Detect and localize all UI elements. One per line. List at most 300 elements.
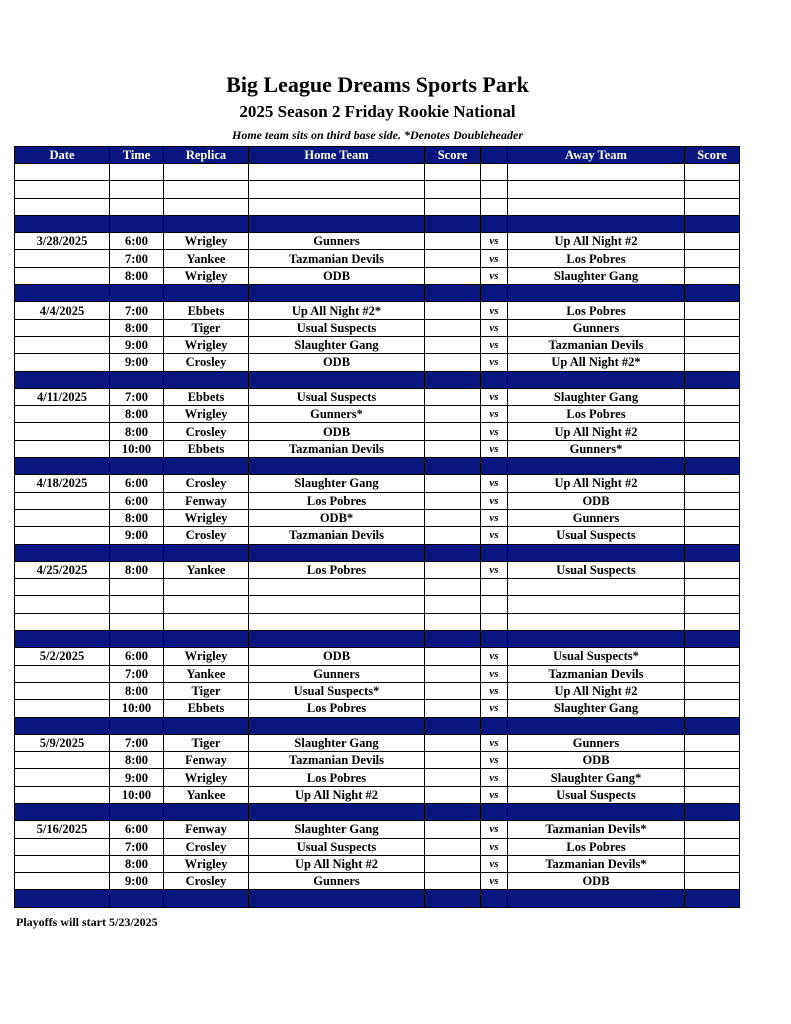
home-score-cell [425,250,481,267]
separator-cell [249,803,425,820]
home-score-cell [425,561,481,578]
home-team-cell [249,613,425,630]
home-team-cell: Gunners* [249,406,425,423]
separator-cell [164,890,249,907]
game-row [15,354,740,371]
home-team-cell [249,596,425,613]
game-row [15,648,740,665]
vs-cell: vs [481,319,508,336]
separator-cell [110,544,164,561]
home-score-cell [425,786,481,803]
separator-cell [164,631,249,648]
page-title: Big League Dreams Sports Park [226,72,529,97]
vs-cell: vs [481,665,508,682]
separator-cell [110,803,164,820]
separator-cell [110,631,164,648]
time-cell: 7:00 [110,388,164,405]
date-cell [15,596,110,613]
away-score-cell [685,198,740,215]
home-score-cell [425,267,481,284]
game-row [15,164,740,181]
game-row [15,769,740,786]
home-team-cell: Los Pobres [249,769,425,786]
away-team-cell: Usual Suspects [508,527,685,544]
away-team-cell: Usual Suspects [508,561,685,578]
date-cell: 5/16/2025 [15,821,110,838]
vs-cell: vs [481,682,508,699]
game-row [15,181,740,198]
vs-cell [481,579,508,596]
date-cell [15,509,110,526]
time-cell: 8:00 [110,423,164,440]
home-score-cell [425,838,481,855]
game-row [15,855,740,872]
vs-cell: vs [481,509,508,526]
col-time: Time [110,147,164,164]
separator-cell [508,458,685,475]
date-cell [15,665,110,682]
time-cell: 7:00 [110,250,164,267]
home-score-cell [425,613,481,630]
date-cell [15,423,110,440]
separator-cell [508,631,685,648]
separator-cell [164,544,249,561]
away-score-cell [685,752,740,769]
home-team-cell: Slaughter Gang [249,336,425,353]
separator-cell [110,285,164,302]
away-score-cell [685,700,740,717]
away-score-cell [685,665,740,682]
vs-cell [481,596,508,613]
separator-cell [425,371,481,388]
replica-cell [164,613,249,630]
home-score-cell [425,354,481,371]
separator-cell [425,890,481,907]
away-score-cell [685,596,740,613]
time-cell: 7:00 [110,734,164,751]
replica-cell: Crosley [164,423,249,440]
away-team-cell: Los Pobres [508,406,685,423]
away-team-cell [508,596,685,613]
vs-cell: vs [481,561,508,578]
time-cell [110,613,164,630]
replica-cell: Tiger [164,682,249,699]
home-team-cell: Gunners [249,233,425,250]
separator-cell [249,544,425,561]
vs-cell: vs [481,786,508,803]
home-team-cell: Up All Night #2* [249,302,425,319]
separator-cell [685,890,740,907]
away-score-cell [685,648,740,665]
away-team-cell: Gunners [508,319,685,336]
separator-cell [15,371,110,388]
away-team-cell: Up All Night #2 [508,475,685,492]
away-team-cell: Gunners [508,734,685,751]
home-team-cell [249,579,425,596]
home-score-cell [425,579,481,596]
week-separator [15,890,740,907]
week-separator [15,285,740,302]
col-vs [481,147,508,164]
time-cell: 10:00 [110,700,164,717]
vs-cell: vs [481,423,508,440]
home-score-cell [425,198,481,215]
away-score-cell [685,838,740,855]
replica-cell: Fenway [164,821,249,838]
vs-cell: vs [481,250,508,267]
home-team-cell: ODB [249,267,425,284]
home-score-cell [425,509,481,526]
game-row [15,440,740,457]
time-cell: 8:00 [110,406,164,423]
replica-cell [164,596,249,613]
away-team-cell [508,198,685,215]
away-team-cell: Up All Night #2 [508,233,685,250]
home-team-cell: Tazmanian Devils [249,440,425,457]
away-score-cell [685,181,740,198]
separator-cell [481,458,508,475]
date-cell [15,682,110,699]
game-row [15,786,740,803]
vs-cell [481,198,508,215]
away-team-cell: Usual Suspects [508,786,685,803]
vs-cell: vs [481,648,508,665]
separator-cell [425,544,481,561]
home-score-cell [425,181,481,198]
game-row [15,250,740,267]
home-team-cell [249,181,425,198]
date-cell: 5/2/2025 [15,648,110,665]
away-score-cell [685,682,740,699]
home-score-cell [425,475,481,492]
away-score-cell [685,769,740,786]
home-score-cell [425,855,481,872]
home-score-cell [425,734,481,751]
replica-cell: Wrigley [164,855,249,872]
away-team-cell: Los Pobres [508,838,685,855]
away-score-cell [685,267,740,284]
date-cell [15,181,110,198]
time-cell: 8:00 [110,561,164,578]
away-score-cell [685,492,740,509]
col-date: Date [15,147,110,164]
home-score-cell [425,406,481,423]
col-replica: Replica [164,147,249,164]
home-team-cell: Usual Suspects [249,388,425,405]
time-cell: 6:00 [110,821,164,838]
home-score-cell [425,752,481,769]
vs-cell: vs [481,527,508,544]
game-row [15,596,740,613]
date-cell: 4/11/2025 [15,388,110,405]
replica-cell: Wrigley [164,406,249,423]
vs-cell: vs [481,475,508,492]
time-cell: 10:00 [110,440,164,457]
away-score-cell [685,250,740,267]
date-cell: 5/9/2025 [15,734,110,751]
away-team-cell: Los Pobres [508,250,685,267]
away-score-cell [685,233,740,250]
away-score-cell [685,855,740,872]
home-score-cell [425,527,481,544]
separator-cell [110,458,164,475]
separator-cell [15,458,110,475]
col-away-score: Score [685,147,740,164]
separator-cell [481,717,508,734]
away-score-cell [685,579,740,596]
home-team-cell: Usual Suspects* [249,682,425,699]
date-cell [15,440,110,457]
home-team-cell: Los Pobres [249,561,425,578]
game-row [15,838,740,855]
date-cell [15,164,110,181]
game-row [15,665,740,682]
time-cell: 8:00 [110,682,164,699]
separator-cell [508,371,685,388]
separator-cell [508,215,685,232]
separator-cell [481,890,508,907]
time-cell: 8:00 [110,855,164,872]
away-team-cell: Los Pobres [508,302,685,319]
replica-cell: Yankee [164,561,249,578]
vs-cell: vs [481,492,508,509]
date-cell [15,527,110,544]
time-cell [110,181,164,198]
schedule-table [14,146,740,908]
col-home-team: Home Team [249,147,425,164]
away-team-cell: Gunners* [508,440,685,457]
date-cell [15,769,110,786]
away-team-cell: Tazmanian Devils* [508,821,685,838]
away-team-cell: Gunners [508,509,685,526]
away-score-cell [685,319,740,336]
away-team-cell: Slaughter Gang [508,388,685,405]
home-score-cell [425,440,481,457]
vs-cell: vs [481,855,508,872]
home-score-cell [425,821,481,838]
week-separator [15,544,740,561]
home-score-cell [425,423,481,440]
replica-cell: Crosley [164,838,249,855]
vs-cell [481,181,508,198]
separator-cell [110,215,164,232]
date-cell [15,354,110,371]
away-team-cell [508,579,685,596]
home-score-cell [425,388,481,405]
date-cell [15,752,110,769]
home-team-cell: ODB [249,354,425,371]
separator-cell [110,890,164,907]
home-team-cell: Slaughter Gang [249,734,425,751]
separator-cell [249,215,425,232]
away-score-cell [685,440,740,457]
date-cell [15,267,110,284]
away-score-cell [685,302,740,319]
time-cell: 10:00 [110,786,164,803]
away-score-cell [685,164,740,181]
replica-cell: Crosley [164,873,249,890]
replica-cell: Ebbets [164,388,249,405]
away-team-cell [508,613,685,630]
away-team-cell: Usual Suspects* [508,648,685,665]
replica-cell: Tiger [164,734,249,751]
home-team-cell: Slaughter Gang [249,821,425,838]
away-team-cell: Slaughter Gang [508,700,685,717]
separator-cell [425,215,481,232]
replica-cell: Yankee [164,786,249,803]
home-team-cell: Gunners [249,873,425,890]
separator-cell [425,631,481,648]
time-cell: 6:00 [110,233,164,250]
separator-cell [15,890,110,907]
date-cell: 4/18/2025 [15,475,110,492]
home-team-cell: ODB [249,423,425,440]
game-row [15,198,740,215]
col-home-score: Score [425,147,481,164]
game-row [15,527,740,544]
game-row [15,233,740,250]
replica-cell: Yankee [164,250,249,267]
away-team-cell: ODB [508,492,685,509]
replica-cell [164,164,249,181]
time-cell: 9:00 [110,873,164,890]
date-cell: 4/25/2025 [15,561,110,578]
replica-cell: Wrigley [164,769,249,786]
away-score-cell [685,821,740,838]
away-team-cell: Up All Night #2 [508,423,685,440]
separator-cell [508,285,685,302]
game-row [15,475,740,492]
replica-cell: Wrigley [164,648,249,665]
date-cell [15,700,110,717]
vs-cell: vs [481,388,508,405]
vs-cell: vs [481,336,508,353]
away-score-cell [685,786,740,803]
away-score-cell [685,734,740,751]
vs-cell: vs [481,700,508,717]
game-row [15,406,740,423]
replica-cell: Wrigley [164,267,249,284]
away-team-cell: Tazmanian Devils* [508,855,685,872]
week-separator [15,371,740,388]
home-team-cell: Up All Night #2 [249,786,425,803]
home-score-cell [425,164,481,181]
vs-cell: vs [481,354,508,371]
date-cell [15,786,110,803]
separator-cell [249,717,425,734]
date-cell [15,406,110,423]
replica-cell: Fenway [164,492,249,509]
away-team-cell: Up All Night #2* [508,354,685,371]
home-team-cell: ODB [249,648,425,665]
away-score-cell [685,406,740,423]
separator-cell [249,458,425,475]
date-cell [15,492,110,509]
away-team-cell [508,164,685,181]
date-cell: 3/28/2025 [15,233,110,250]
game-row [15,388,740,405]
separator-cell [508,890,685,907]
separator-cell [164,371,249,388]
header-note: Home team sits on third base side. *Denotes Doubleheader [232,128,523,142]
date-cell [15,579,110,596]
vs-cell: vs [481,302,508,319]
game-row [15,267,740,284]
away-score-cell [685,613,740,630]
home-team-cell [249,198,425,215]
separator-cell [481,544,508,561]
date-cell [15,838,110,855]
home-team-cell [249,164,425,181]
separator-cell [685,717,740,734]
game-row [15,561,740,578]
home-score-cell [425,319,481,336]
away-team-cell: Tazmanian Devils [508,336,685,353]
home-score-cell [425,492,481,509]
game-row [15,613,740,630]
home-score-cell [425,648,481,665]
separator-cell [685,803,740,820]
away-team-cell: ODB [508,873,685,890]
separator-cell [481,285,508,302]
week-separator [15,803,740,820]
week-separator [15,717,740,734]
vs-cell [481,613,508,630]
vs-cell: vs [481,267,508,284]
separator-cell [685,285,740,302]
separator-cell [110,717,164,734]
away-team-cell: Slaughter Gang [508,267,685,284]
separator-cell [685,215,740,232]
away-team-cell: Tazmanian Devils [508,665,685,682]
time-cell: 7:00 [110,665,164,682]
vs-cell: vs [481,734,508,751]
separator-cell [685,458,740,475]
separator-cell [15,544,110,561]
home-team-cell: Tazmanian Devils [249,527,425,544]
game-row [15,509,740,526]
home-team-cell: Tazmanian Devils [249,752,425,769]
away-score-cell [685,354,740,371]
home-score-cell [425,665,481,682]
away-score-cell [685,509,740,526]
home-score-cell [425,336,481,353]
separator-cell [164,717,249,734]
vs-cell: vs [481,406,508,423]
separator-cell [15,215,110,232]
home-score-cell [425,302,481,319]
home-team-cell: Los Pobres [249,700,425,717]
replica-cell: Wrigley [164,336,249,353]
time-cell: 8:00 [110,752,164,769]
date-cell [15,319,110,336]
home-score-cell [425,700,481,717]
vs-cell: vs [481,821,508,838]
separator-cell [685,371,740,388]
time-cell: 8:00 [110,509,164,526]
week-separator [15,458,740,475]
date-cell [15,855,110,872]
separator-cell [481,803,508,820]
separator-cell [508,717,685,734]
away-score-cell [685,873,740,890]
header-row [15,147,740,164]
game-row [15,319,740,336]
away-team-cell: ODB [508,752,685,769]
time-cell [110,596,164,613]
separator-cell [425,717,481,734]
separator-cell [164,803,249,820]
